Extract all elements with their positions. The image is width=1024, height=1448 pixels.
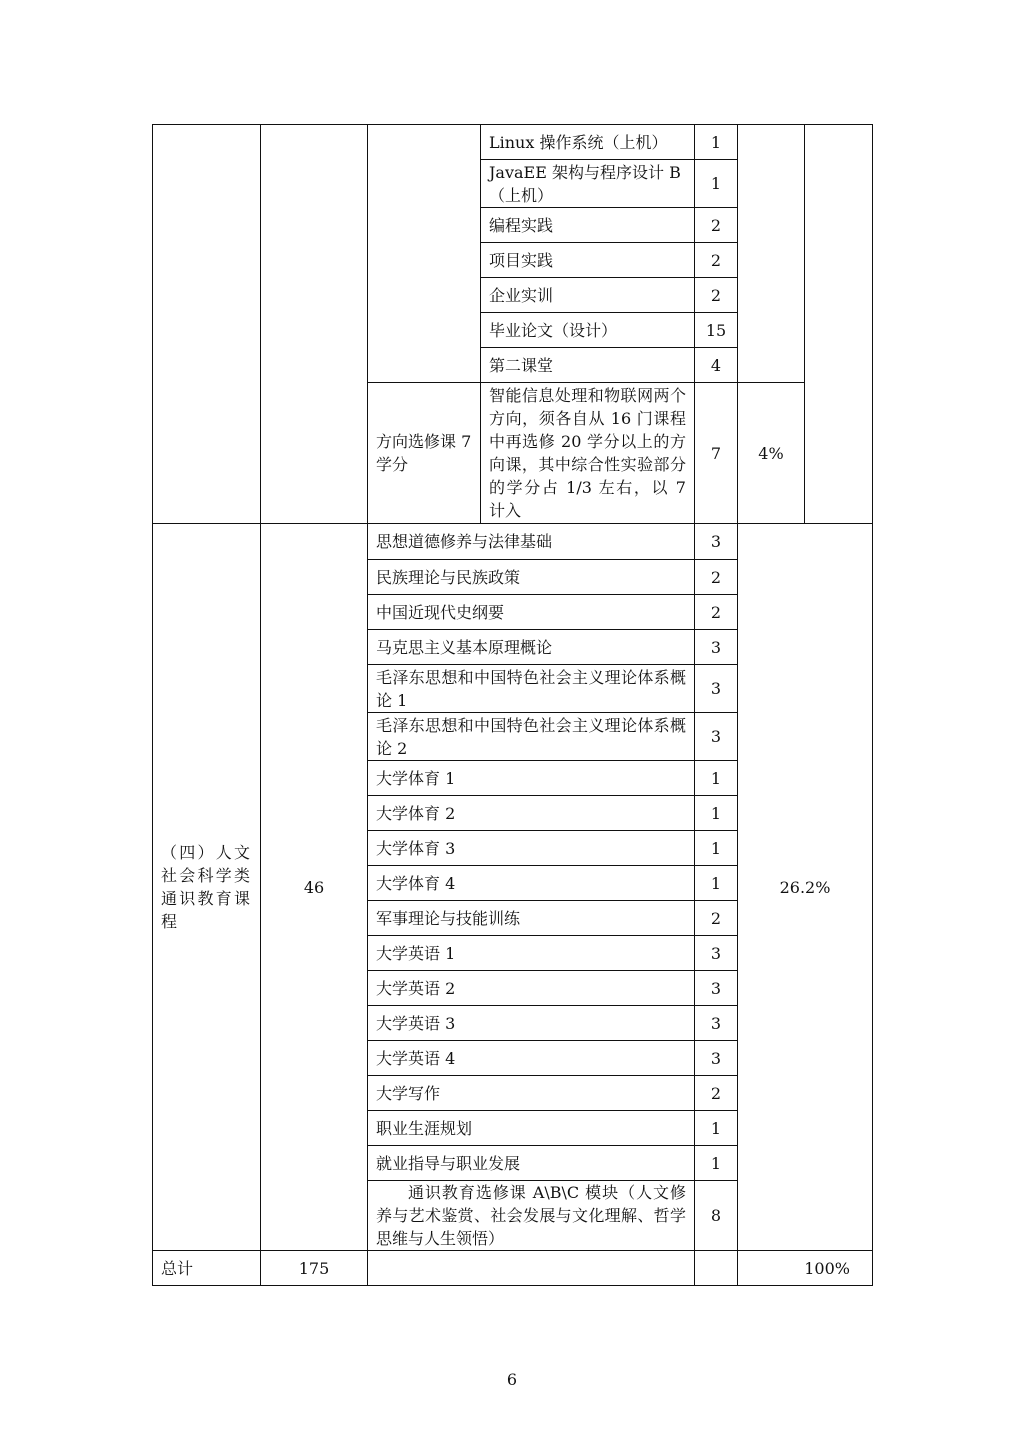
course-name-cell: Linux 操作系统（上机） [480,124,695,160]
course-credits-cell: 3 [694,970,738,1006]
course-name-cell: 大学写作 [367,1075,695,1111]
course-credits-cell: 1 [694,760,738,796]
course-name-cell: 大学英语 3 [367,1005,695,1041]
course-credits-cell: 1 [694,159,738,208]
category-total-credits-cell: 46 [260,523,368,1251]
course-credits-cell: 3 [694,629,738,665]
course-name-cell: 第二课堂 [480,347,695,383]
course-name-cell: 大学体育 3 [367,830,695,866]
course-name-cell: 毛泽东思想和中国特色社会主义理论体系概论 2 [367,712,695,761]
course-name-cell: 中国近现代史纲要 [367,594,695,630]
course-credits-cell: 3 [694,1005,738,1041]
course-credits-cell: 4 [694,347,738,383]
category-cell-empty [152,124,261,524]
course-credits-cell: 1 [694,830,738,866]
course-credits-cell: 15 [694,312,738,348]
course-name-cell: 大学英语 4 [367,1040,695,1076]
course-credits-cell: 3 [694,523,738,560]
course-name-cell: 思想道德修养与法律基础 [367,523,695,560]
course-credits-cell: 3 [694,664,738,713]
course-name-cell: 企业实训 [480,277,695,313]
course-name-cell: 毕业论文（设计） [480,312,695,348]
course-name-cell: 职业生涯规划 [367,1110,695,1146]
course-name-cell: 大学英语 2 [367,970,695,1006]
course-name-cell: 项目实践 [480,242,695,278]
course-credits-cell: 1 [694,865,738,901]
elective-label-cell: 方向选修课 7 学分 [367,382,481,524]
course-credits-cell: 1 [694,124,738,160]
course-credits-cell: 3 [694,712,738,761]
course-name-cell: 马克思主义基本原理概论 [367,629,695,665]
course-credits-cell: 2 [694,559,738,595]
note-cell-empty [804,124,873,524]
course-credits-cell: 2 [694,1075,738,1111]
page-number: 6 [506,1370,518,1389]
course-credits-cell: 1 [694,1145,738,1181]
elective-credits-cell: 7 [694,382,738,524]
course-name-cell: 大学体育 1 [367,760,695,796]
course-credits-cell: 2 [694,594,738,630]
category-percent-cell: 26.2% [737,523,873,1251]
course-credits-cell: 1 [694,795,738,831]
course-name-cell: 就业指导与职业发展 [367,1145,695,1181]
percent-cell-empty [737,124,805,383]
course-credits-cell: 2 [694,242,738,278]
total-empty-cell [367,1250,695,1286]
course-name-cell: 军事理论与技能训练 [367,900,695,936]
course-name-cell: 大学体育 4 [367,865,695,901]
course-name-cell: 通识教育选修课 A\B\C 模块（人文修养与艺术鉴赏、社会发展与文化理解、哲学思维与人生领悟） [367,1180,695,1251]
course-name-cell: 民族理论与民族政策 [367,559,695,595]
total-credits-cell: 175 [260,1250,368,1286]
course-credits-cell: 1 [694,1110,738,1146]
course-credits-cell: 2 [694,900,738,936]
total-empty-credits-cell [694,1250,738,1286]
total-label-cell: 总计 [152,1250,261,1286]
course-credits-cell: 2 [694,207,738,243]
subcategory-cell-empty [367,124,481,383]
course-credits-cell: 2 [694,277,738,313]
course-credits-cell: 3 [694,1040,738,1076]
course-name-cell: 编程实践 [480,207,695,243]
elective-description-cell: 智能信息处理和物联网两个方向，须各自从 16 门课程中再选修 20 学分以上的方向课，其中综合性实验部分的学分占 1/3 左右，以 7 计入 [480,382,695,524]
elective-percent-cell: 4% [737,382,805,524]
total-percent-cell: 100% [737,1250,873,1286]
course-name-cell: JavaEE 架构与程序设计 B（上机） [480,159,695,208]
course-credits-cell: 8 [694,1180,738,1251]
course-name-cell: 毛泽东思想和中国特色社会主义理论体系概论 1 [367,664,695,713]
course-name-cell: 大学英语 1 [367,935,695,971]
total-credits-cell-empty [260,124,368,524]
course-credits-cell: 3 [694,935,738,971]
course-name-cell: 大学体育 2 [367,795,695,831]
category-cell: （四）人文社会科学类通识教育课程 [152,523,261,1251]
